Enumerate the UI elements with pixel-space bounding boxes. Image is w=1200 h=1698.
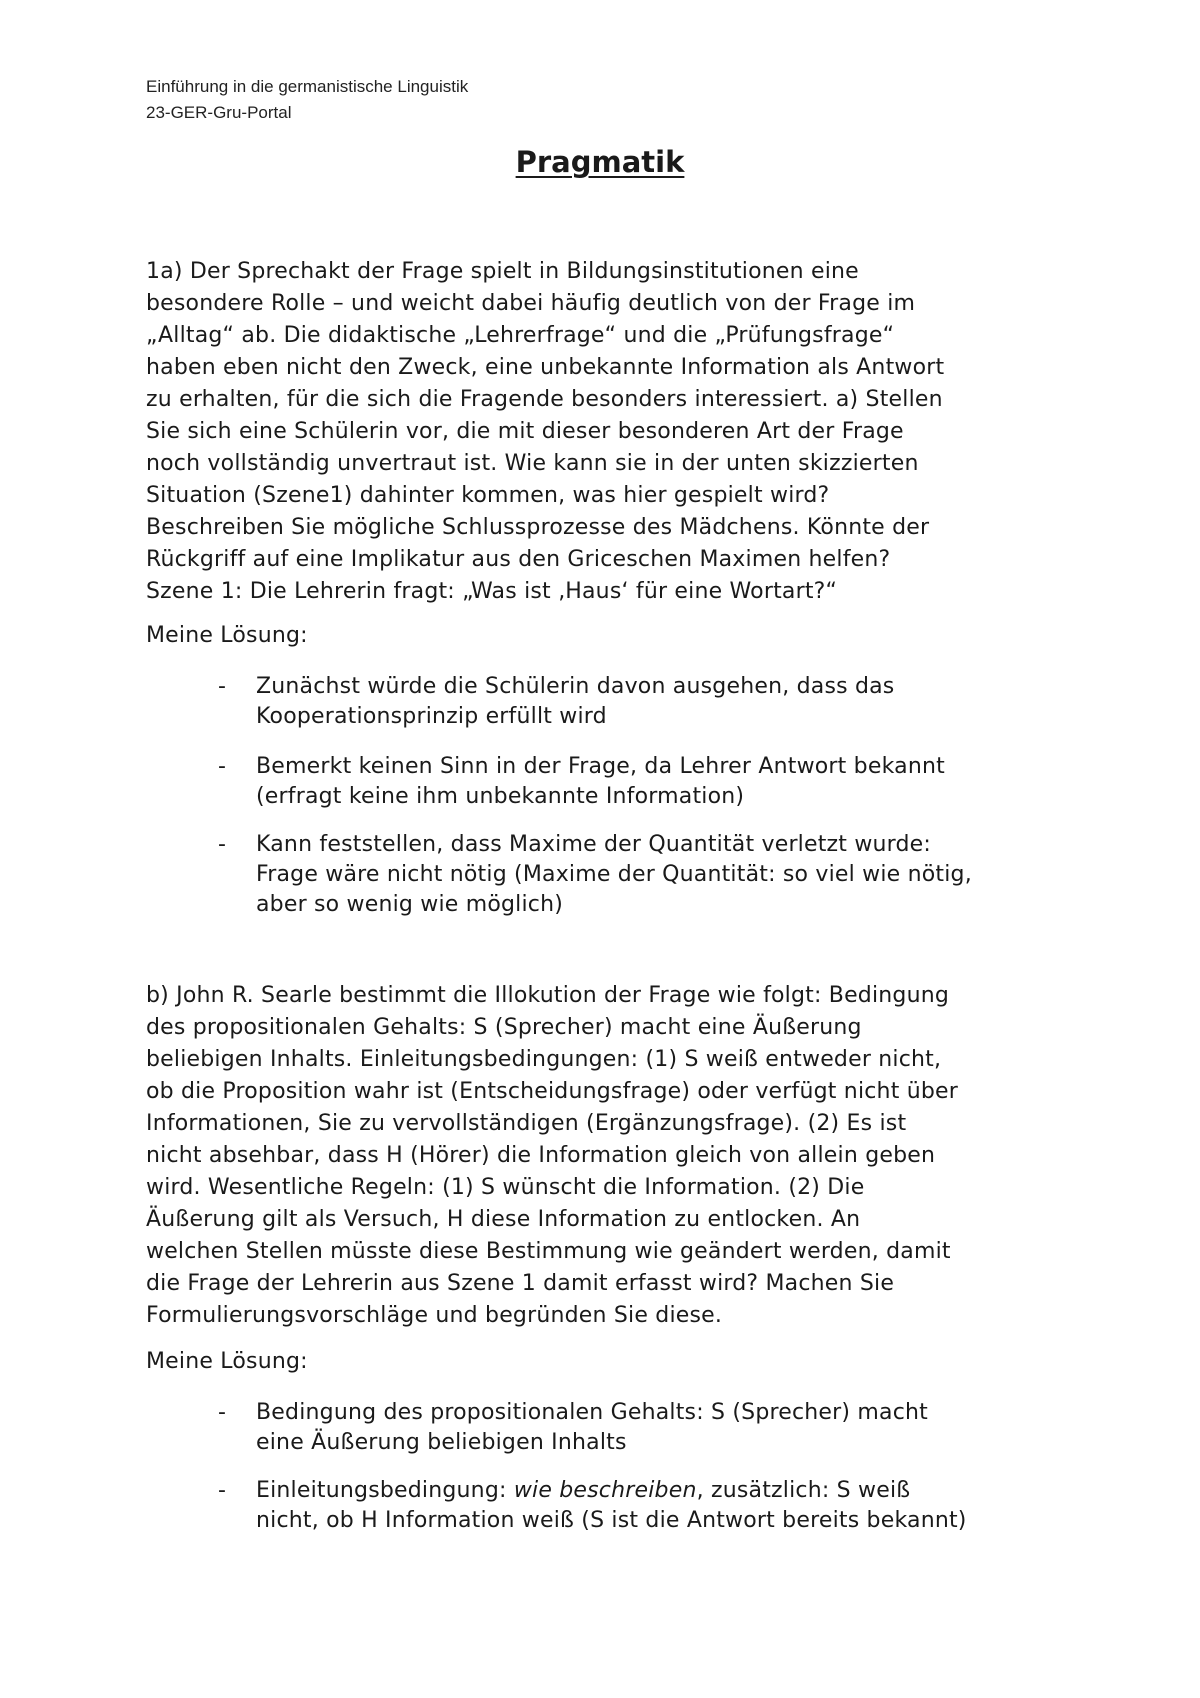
- page-title: Pragmatik: [515, 145, 685, 179]
- task-a-solution-list: [146, 752, 1086, 812]
- task-a-line: Situation (Szene1) dahinter kommen, was hier gespielt wird?: [146, 483, 830, 508]
- bullet-dash: -: [218, 1400, 227, 1425]
- course-title: Einführung in die germanistische Linguistik: [146, 77, 469, 96]
- bullet-dash: -: [218, 832, 227, 857]
- task-a-line: 1a) Der Sprechakt der Frage spielt in Bildungsinstitutionen eine: [146, 259, 859, 284]
- list-item: [146, 830, 1086, 920]
- task-a-solution-list: [146, 672, 1086, 732]
- task-a-line: besondere Rolle – und weicht dabei häufig deutlich von der Frage im: [146, 291, 916, 316]
- task-a-line: noch vollständig unvertraut ist. Wie kann sie in der unten skizzierten: [146, 451, 919, 476]
- task-b-solution-list: [146, 1476, 1086, 1536]
- task-a-line: „Alltag“ ab. Die didaktische „Lehrerfrage“ und die „Prüfungsfrage“: [146, 323, 895, 348]
- bullet-dash: -: [218, 674, 227, 699]
- task-b-line: welchen Stellen müsste diese Bestimmung wie geändert werden, damit: [146, 1239, 951, 1264]
- bullet-dash: -: [218, 1478, 227, 1503]
- list-item-prefix: Einleitungsbedingung:: [256, 1478, 514, 1503]
- task-a-line: zu erhalten, für die sich die Fragende besonders interessiert. a) Stellen: [146, 387, 943, 412]
- list-item-line: Kann feststellen, dass Maxime der Quantität verletzt wurde:: [256, 832, 932, 857]
- course-code: 23-GER-Gru-Portal: [146, 103, 292, 122]
- task-b-line: b) John R. Searle bestimmt die Illokution der Frage wie folgt: Bedingung: [146, 983, 950, 1008]
- list-item-italic: wie beschreiben: [513, 1478, 697, 1503]
- list-item: [146, 1476, 1086, 1536]
- list-item: [146, 672, 1086, 732]
- task-b-line: die Frage der Lehrerin aus Szene 1 damit erfasst wird? Machen Sie: [146, 1271, 895, 1296]
- list-item: [146, 1398, 1086, 1458]
- task-a-line: Rückgriff auf eine Implikatur aus den Griceschen Maximen helfen?: [146, 547, 891, 572]
- task-a-line: Sie sich eine Schülerin vor, die mit dieser besonderen Art der Frage: [146, 419, 904, 444]
- task-a-line: haben eben nicht den Zweck, eine unbekannte Information als Antwort: [146, 355, 945, 380]
- list-item-line: (erfragt keine ihm unbekannte Information): [256, 784, 745, 809]
- list-item-line: aber so wenig wie möglich): [256, 892, 564, 917]
- list-item-line: Bedingung des propositionalen Gehalts: S (Sprecher) macht: [256, 1400, 928, 1425]
- task-a-line: Beschreiben Sie mögliche Schlussprozesse des Mädchens. Könnte der: [146, 515, 930, 540]
- bullet-dash: -: [218, 754, 227, 779]
- task-b-line: beliebigen Inhalts. Einleitungsbedingungen: (1) S weiß entweder nicht,: [146, 1047, 942, 1072]
- document-header: [146, 74, 468, 126]
- task-a-paragraph: [146, 256, 1086, 608]
- list-item-line: nicht, ob H Information weiß (S ist die Antwort bereits bekannt): [256, 1508, 967, 1533]
- task-b-line: Formulierungsvorschläge und begründen Sie diese.: [146, 1303, 723, 1328]
- list-item-line: eine Äußerung beliebigen Inhalts: [256, 1430, 627, 1455]
- task-b-line: Äußerung gilt als Versuch, H diese Information zu entlocken. An: [146, 1207, 861, 1232]
- list-item-line: Frage wäre nicht nötig (Maxime der Quantität: so viel wie nötig,: [256, 862, 972, 887]
- task-b-paragraph: [146, 980, 1086, 1332]
- list-item-line: Kooperationsprinzip erfüllt wird: [256, 704, 607, 729]
- task-a-line: Szene 1: Die Lehrerin fragt: „Was ist ‚Haus‘ für eine Wortart?“: [146, 579, 838, 604]
- task-b-line: Informationen, Sie zu vervollständigen (Ergänzungsfrage). (2) Es ist: [146, 1111, 907, 1136]
- list-item-line: Bemerkt keinen Sinn in der Frage, da Lehrer Antwort bekannt: [256, 754, 945, 779]
- task-b-line: wird. Wesentliche Regeln: (1) S wünscht die Information. (2) Die: [146, 1175, 865, 1200]
- list-item: [146, 752, 1086, 812]
- task-b-solution-section: [146, 1346, 1086, 1378]
- list-item-suffix: , zusätzlich: S weiß: [696, 1478, 911, 1503]
- task-a-solution-section: [146, 620, 1086, 652]
- task-b-line: ob die Proposition wahr ist (Entscheidungsfrage) oder verfügt nicht über: [146, 1079, 959, 1104]
- task-a-solution-list: [146, 830, 1086, 920]
- solution-label: Meine Lösung:: [146, 1349, 308, 1374]
- solution-label: Meine Lösung:: [146, 623, 308, 648]
- task-b-line: nicht absehbar, dass H (Hörer) die Information gleich von allein geben: [146, 1143, 936, 1168]
- list-item-line: [256, 1476, 1086, 1506]
- task-b-solution-list: [146, 1398, 1086, 1458]
- list-item-line: Zunächst würde die Schülerin davon ausgehen, dass das: [256, 674, 895, 699]
- task-b-line: des propositionalen Gehalts: S (Sprecher) macht eine Äußerung: [146, 1015, 862, 1040]
